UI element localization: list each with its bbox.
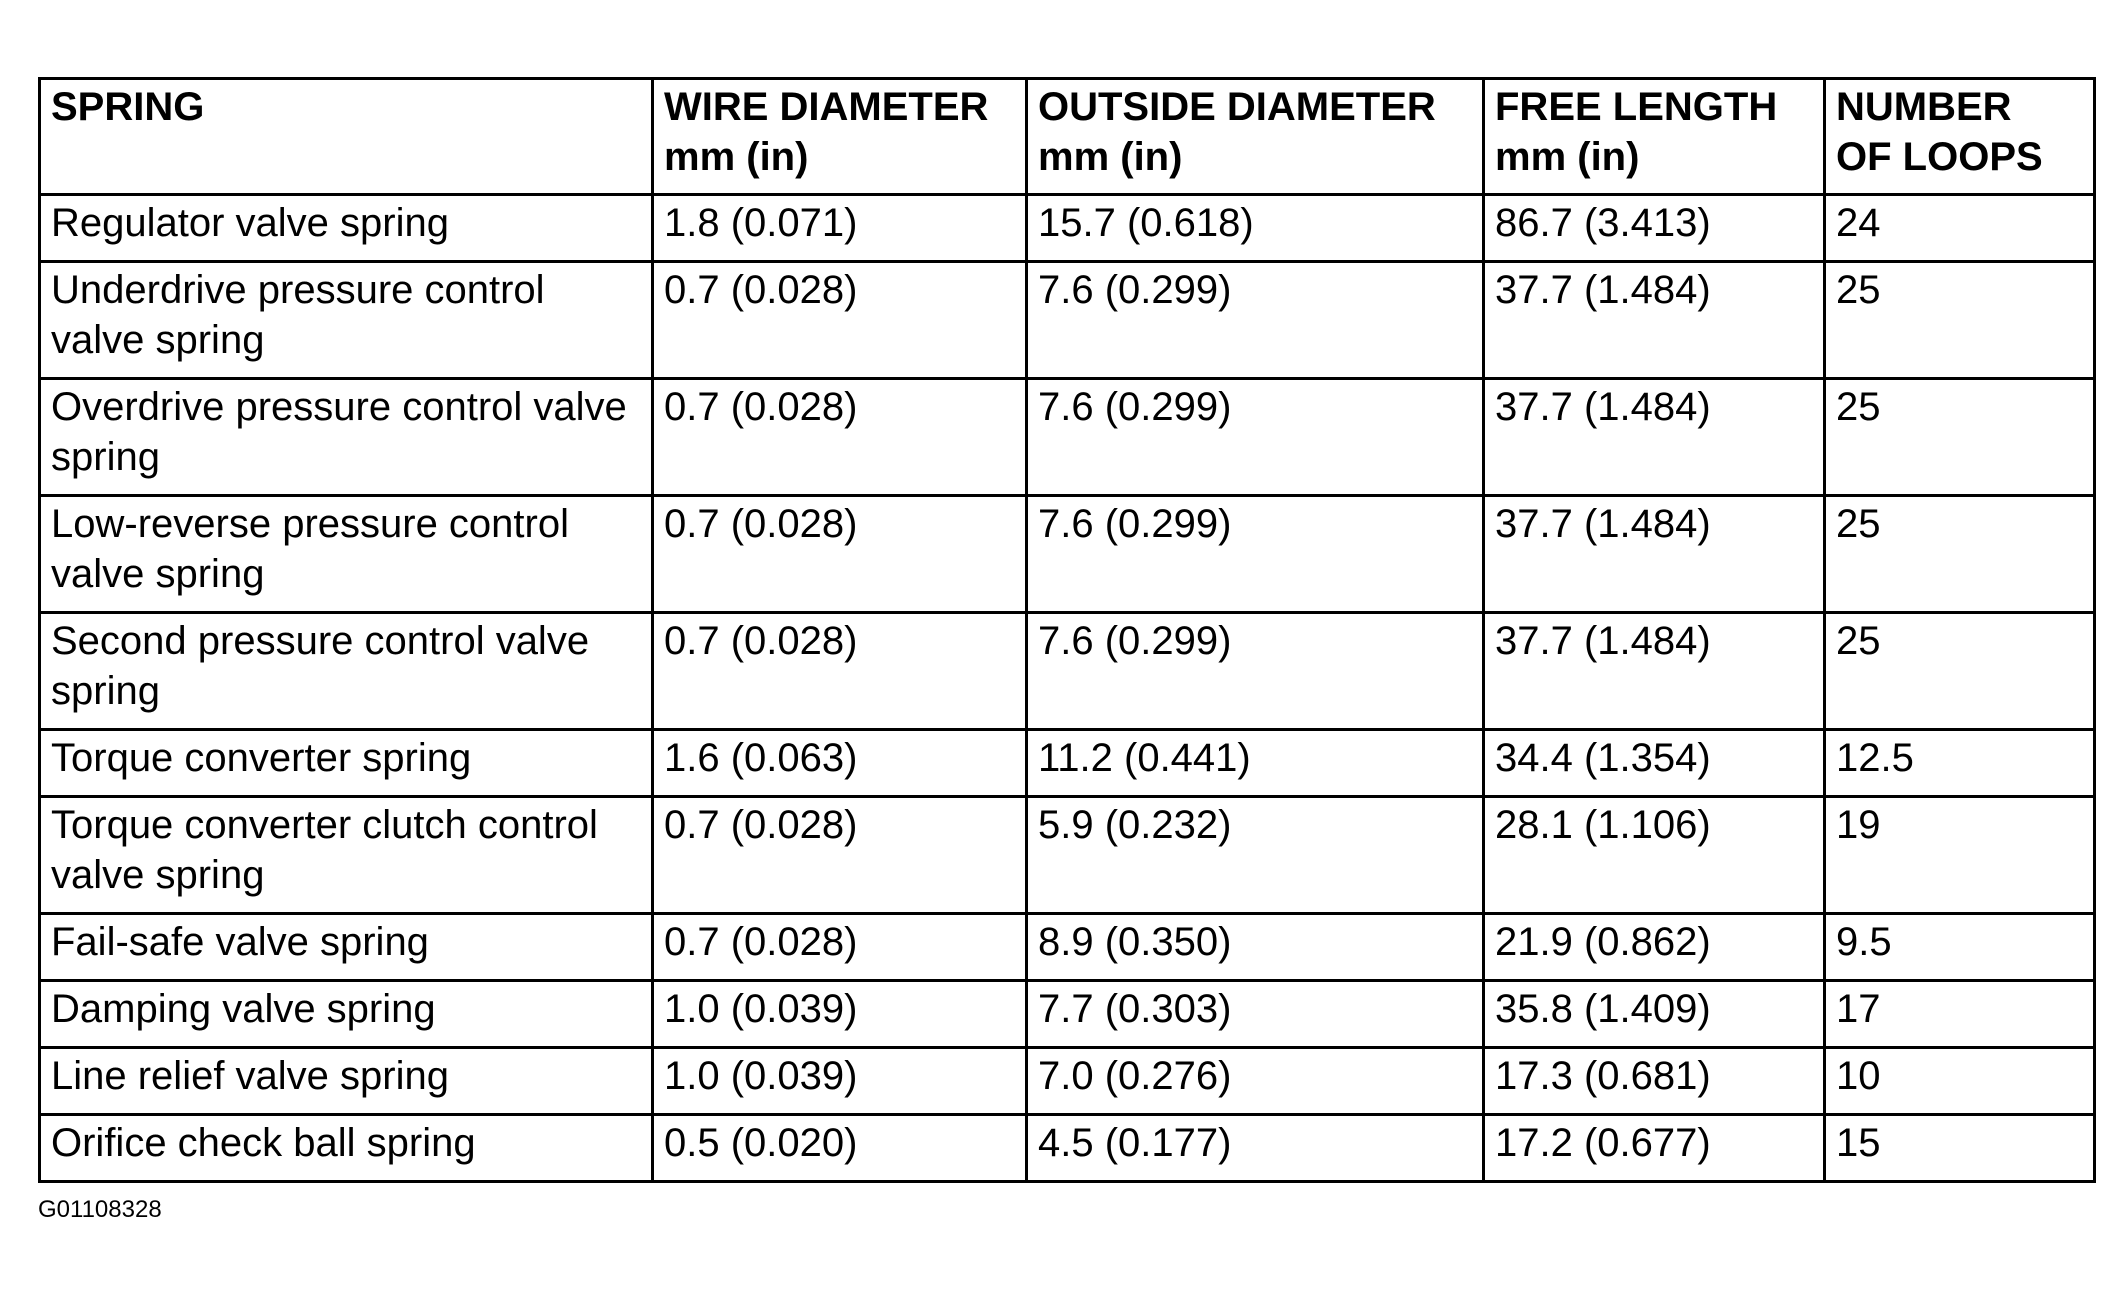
outside-diameter-cell: 8.9 (0.350) [1027,914,1484,981]
outside-diameter-cell: 7.6 (0.299) [1027,262,1484,379]
free-length-cell: 35.8 (1.409) [1484,981,1825,1048]
number-of-loops-cell: 10 [1825,1048,2095,1115]
wire-diameter-cell: 0.7 (0.028) [653,797,1027,914]
table-row [40,262,2095,379]
spring-name: Regulator valve spring [40,195,653,262]
wire-diameter-cell: 0.7 (0.028) [653,379,1027,496]
spring-name: Fail-safe valve spring [40,914,653,981]
number-of-loops-cell: 17 [1825,981,2095,1048]
table-header [40,79,2095,195]
spring-specifications-table [38,77,2096,1183]
wire-diameter-cell: 1.0 (0.039) [653,1048,1027,1115]
number-of-loops-cell: 25 [1825,379,2095,496]
table-row [40,1048,2095,1115]
spring-name: Damping valve spring [40,981,653,1048]
outside-diameter-cell: 5.9 (0.232) [1027,797,1484,914]
header-number-of-loops [1825,79,2095,195]
table-row [40,613,2095,730]
header-free-length [1484,79,1825,195]
number-of-loops-cell: 25 [1825,262,2095,379]
outside-diameter-cell: 7.0 (0.276) [1027,1048,1484,1115]
wire-diameter-cell: 1.6 (0.063) [653,730,1027,797]
free-length-cell: 17.3 (0.681) [1484,1048,1825,1115]
header-unit: mm (in) [1495,135,1640,179]
header-outside-diameter [1027,79,1484,195]
spring-name: Orifice check ball spring [40,1115,653,1182]
free-length-cell: 37.7 (1.484) [1484,496,1825,613]
outside-diameter-cell: 4.5 (0.177) [1027,1115,1484,1182]
wire-diameter-cell: 0.7 (0.028) [653,613,1027,730]
table-row [40,496,2095,613]
free-length-cell: 28.1 (1.106) [1484,797,1825,914]
table-row [40,1115,2095,1182]
table-row [40,981,2095,1048]
free-length-cell: 86.7 (3.413) [1484,195,1825,262]
table-row [40,730,2095,797]
wire-diameter-cell: 0.7 (0.028) [653,262,1027,379]
number-of-loops-cell: 24 [1825,195,2095,262]
header-row [40,79,2095,195]
table-row [40,195,2095,262]
spring-name: Low-reverse pressure control valve spring [40,496,653,613]
outside-diameter-cell: 7.6 (0.299) [1027,496,1484,613]
wire-diameter-cell: 1.8 (0.071) [653,195,1027,262]
table-body [40,195,2095,1182]
wire-diameter-cell: 0.7 (0.028) [653,496,1027,613]
number-of-loops-cell: 19 [1825,797,2095,914]
spring-name: Torque converter spring [40,730,653,797]
header-line: OUTSIDE DIAMETER [1038,85,1436,129]
spring-name: Line relief valve spring [40,1048,653,1115]
number-of-loops-cell: 9.5 [1825,914,2095,981]
header-wire-diameter [653,79,1027,195]
wire-diameter-cell: 0.7 (0.028) [653,914,1027,981]
number-of-loops-cell: 25 [1825,613,2095,730]
header-unit: mm (in) [664,135,809,179]
spring-name: Torque converter clutch control valve spring [40,797,653,914]
spring-name: Overdrive pressure control valve spring [40,379,653,496]
wire-diameter-cell: 0.5 (0.020) [653,1115,1027,1182]
outside-diameter-cell: 15.7 (0.618) [1027,195,1484,262]
free-length-cell: 37.7 (1.484) [1484,613,1825,730]
table-row [40,379,2095,496]
header-line: NUMBER [1836,85,2012,129]
spring-name: Second pressure control valve spring [40,613,653,730]
free-length-cell: 17.2 (0.677) [1484,1115,1825,1182]
header-line: SPRING [51,85,205,129]
header-line: FREE LENGTH [1495,85,1778,129]
free-length-cell: 34.4 (1.354) [1484,730,1825,797]
header-line: OF LOOPS [1836,135,2043,179]
wire-diameter-cell: 1.0 (0.039) [653,981,1027,1048]
free-length-cell: 37.7 (1.484) [1484,379,1825,496]
table-row [40,797,2095,914]
spring-name: Underdrive pressure control valve spring [40,262,653,379]
free-length-cell: 37.7 (1.484) [1484,262,1825,379]
outside-diameter-cell: 7.6 (0.299) [1027,379,1484,496]
header-line: WIRE DIAMETER [664,85,989,129]
header-unit: mm (in) [1038,135,1183,179]
number-of-loops-cell: 25 [1825,496,2095,613]
header-spring [40,79,653,195]
table-row [40,914,2095,981]
number-of-loops-cell: 12.5 [1825,730,2095,797]
outside-diameter-cell: 7.7 (0.303) [1027,981,1484,1048]
free-length-cell: 21.9 (0.862) [1484,914,1825,981]
outside-diameter-cell: 7.6 (0.299) [1027,613,1484,730]
figure-id: G01108328 [38,1196,162,1223]
outside-diameter-cell: 11.2 (0.441) [1027,730,1484,797]
number-of-loops-cell: 15 [1825,1115,2095,1182]
